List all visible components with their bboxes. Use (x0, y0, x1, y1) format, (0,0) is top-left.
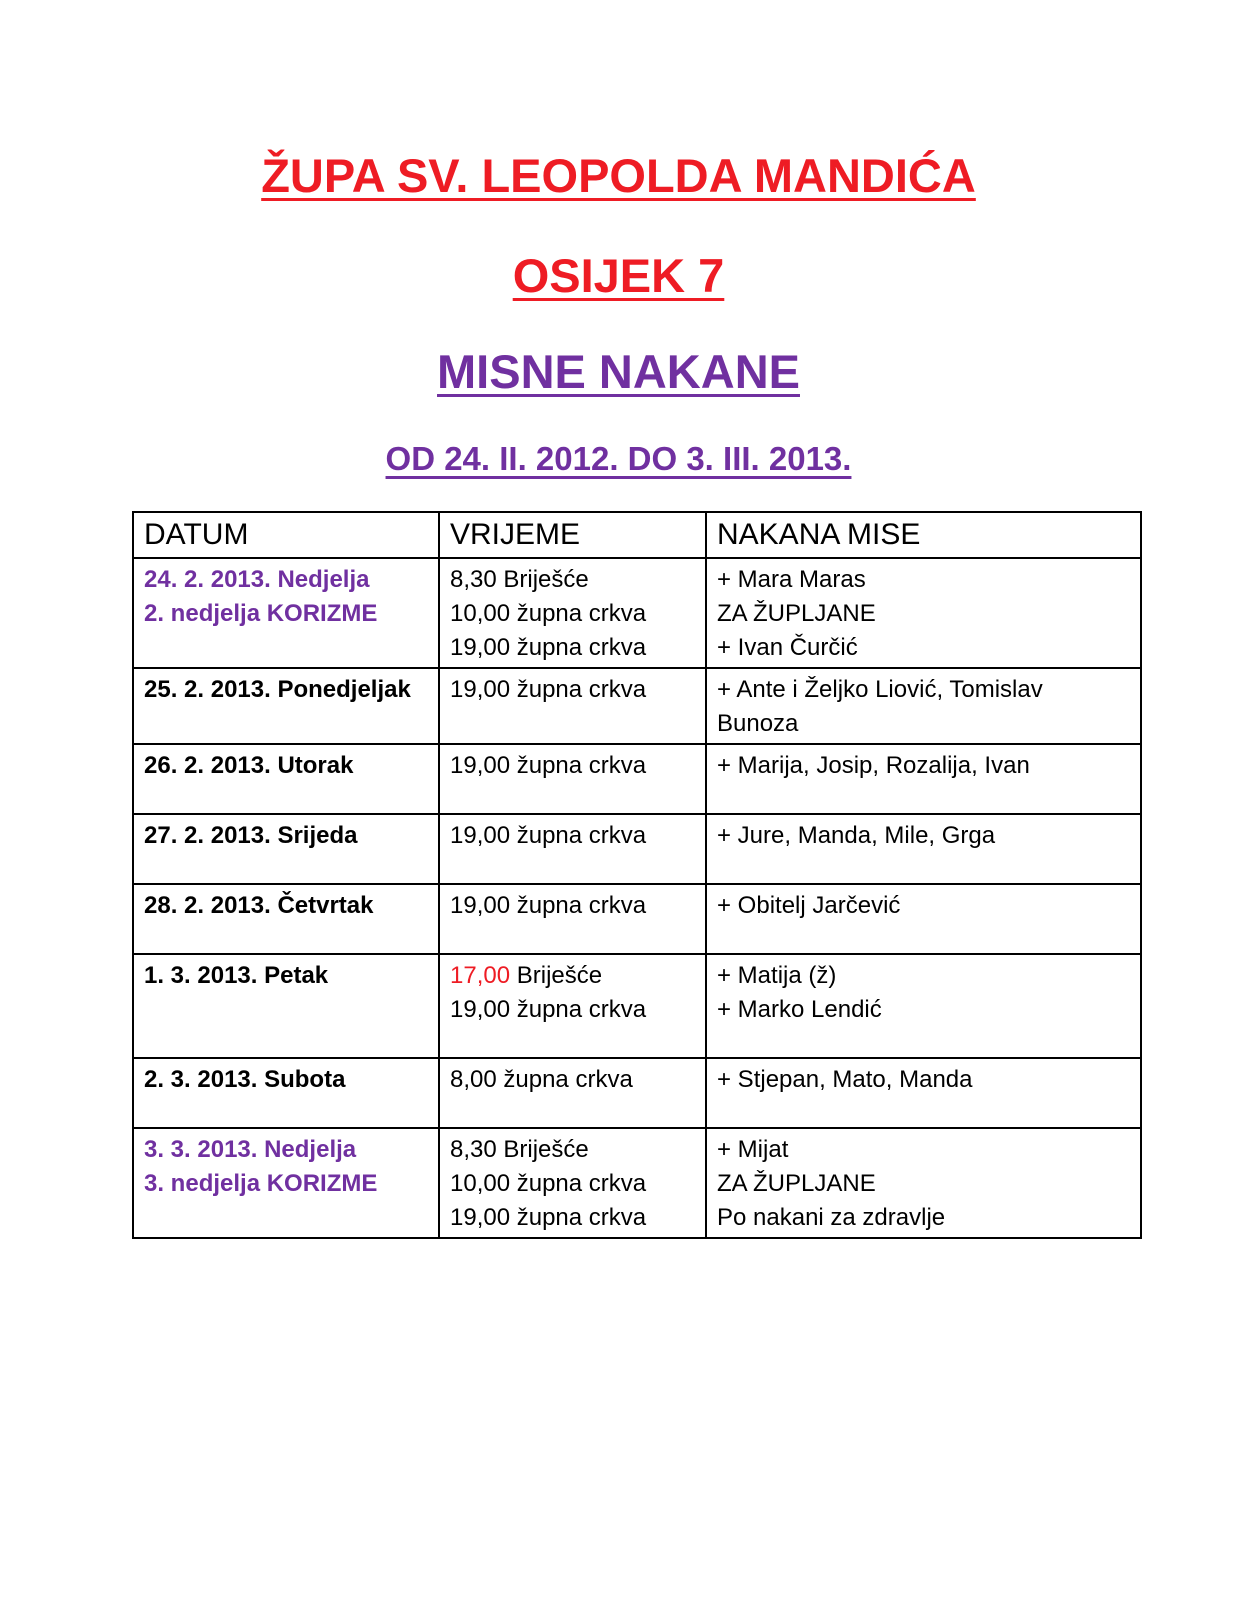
date-text: 1. 3. 2013. Petak (144, 962, 329, 989)
intention-cell (706, 558, 1141, 668)
mass-time: 19,00 (450, 1204, 511, 1231)
date-cell (133, 558, 439, 668)
mass-place: župna crkva (516, 600, 647, 627)
intention-text: ZA ŽUPLJANE (717, 600, 876, 627)
date-text: 28. 2. 2013. Četvrtak (144, 892, 374, 919)
mass-time: 19,00 (450, 996, 511, 1023)
date-text: 3. 3. 2013. Nedjelja (144, 1136, 357, 1163)
table-row (133, 954, 1141, 1058)
time-cell (439, 954, 706, 1058)
table-row (133, 668, 1141, 744)
intention-text: + Matija (ž) (717, 962, 837, 989)
date-cell (133, 884, 439, 954)
intention-text: + Mara Maras (717, 566, 866, 593)
date-cell (133, 954, 439, 1058)
intention-text: + Ante i Željko Liović, Tomislav Bunoza (717, 676, 1043, 737)
time-cell (439, 668, 706, 744)
date-text: 25. 2. 2013. Ponedjeljak (144, 676, 411, 703)
table-row (133, 884, 1141, 954)
mass-intentions-table (132, 511, 1142, 1239)
date-cell (133, 1058, 439, 1128)
parish-title: ŽUPA SV. LEOPOLDA MANDIĆA (261, 149, 976, 202)
mass-place: župna crkva (516, 892, 647, 919)
mass-time: 10,00 (450, 600, 511, 627)
time-cell (439, 884, 706, 954)
column-header-intention: NAKANA MISE (706, 512, 1141, 558)
column-header-date: DATUM (133, 512, 439, 558)
mass-time: 17,00 (450, 962, 511, 989)
date-cell (133, 668, 439, 744)
intention-text: + Jure, Manda, Mile, Grga (717, 822, 996, 849)
liturgical-day: 3. nedjelja KORIZME (144, 1170, 378, 1197)
intention-text: + Mijat (717, 1136, 789, 1163)
mass-place: župna crkva (516, 996, 647, 1023)
intention-text: + Marko Lendić (717, 996, 882, 1023)
period-subtitle: OD 24. II. 2012. DO 3. III. 2013. (385, 440, 852, 477)
intention-cell (706, 954, 1141, 1058)
intention-cell (706, 884, 1141, 954)
date-text: 2. 3. 2013. Subota (144, 1066, 346, 1093)
column-header-time: VRIJEME (439, 512, 706, 558)
time-cell (439, 814, 706, 884)
intention-text: + Marija, Josip, Rozalija, Ivan (717, 752, 1030, 779)
mass-time: 8,30 (450, 1136, 497, 1163)
mass-place: Briješće (516, 962, 603, 989)
mass-place: župna crkva (516, 634, 647, 661)
time-cell (439, 1058, 706, 1128)
mass-place: župna crkva (516, 676, 647, 703)
mass-place: Briješće (503, 1136, 589, 1163)
mass-place: župna crkva (516, 1170, 647, 1197)
intention-cell (706, 1128, 1141, 1238)
intention-text: + Stjepan, Mato, Manda (717, 1066, 973, 1093)
liturgical-day: 2. nedjelja KORIZME (144, 600, 378, 627)
mass-place: župna crkva (516, 822, 647, 849)
time-cell (439, 1128, 706, 1238)
date-text: 24. 2. 2013. Nedjelja (144, 566, 370, 593)
date-text: 26. 2. 2013. Utorak (144, 752, 354, 779)
mass-time: 10,00 (450, 1170, 511, 1197)
intention-text: + Ivan Čurčić (717, 634, 858, 661)
intention-cell (706, 744, 1141, 814)
intention-text: ZA ŽUPLJANE (717, 1170, 876, 1197)
time-cell (439, 558, 706, 668)
mass-time: 19,00 (450, 634, 511, 661)
mass-place: Briješće (503, 566, 589, 593)
time-cell (439, 744, 706, 814)
mass-place: župna crkva (503, 1066, 633, 1093)
table-row (133, 1128, 1141, 1238)
mass-place: župna crkva (516, 752, 647, 779)
mass-place: župna crkva (516, 1204, 647, 1231)
intention-text: + Obitelj Jarčević (717, 892, 901, 919)
table-row (133, 814, 1141, 884)
date-text: 27. 2. 2013. Srijeda (144, 822, 358, 849)
date-cell (133, 744, 439, 814)
city-title: OSIJEK 7 (512, 249, 725, 302)
intention-cell (706, 814, 1141, 884)
intention-cell (706, 1058, 1141, 1128)
mass-time: 8,00 (450, 1066, 497, 1093)
mass-time: 19,00 (450, 676, 511, 703)
mass-time: 19,00 (450, 822, 511, 849)
mass-time: 19,00 (450, 892, 511, 919)
mass-time: 8,30 (450, 566, 497, 593)
intention-cell (706, 668, 1141, 744)
date-cell (133, 1128, 439, 1238)
table-row (133, 1058, 1141, 1128)
document-title: MISNE NAKANE (437, 345, 800, 398)
date-cell (133, 814, 439, 884)
intention-text: Po nakani za zdravlje (717, 1204, 946, 1231)
table-row (133, 744, 1141, 814)
table-row (133, 558, 1141, 668)
mass-time: 19,00 (450, 752, 511, 779)
table-header-row (133, 512, 1141, 558)
